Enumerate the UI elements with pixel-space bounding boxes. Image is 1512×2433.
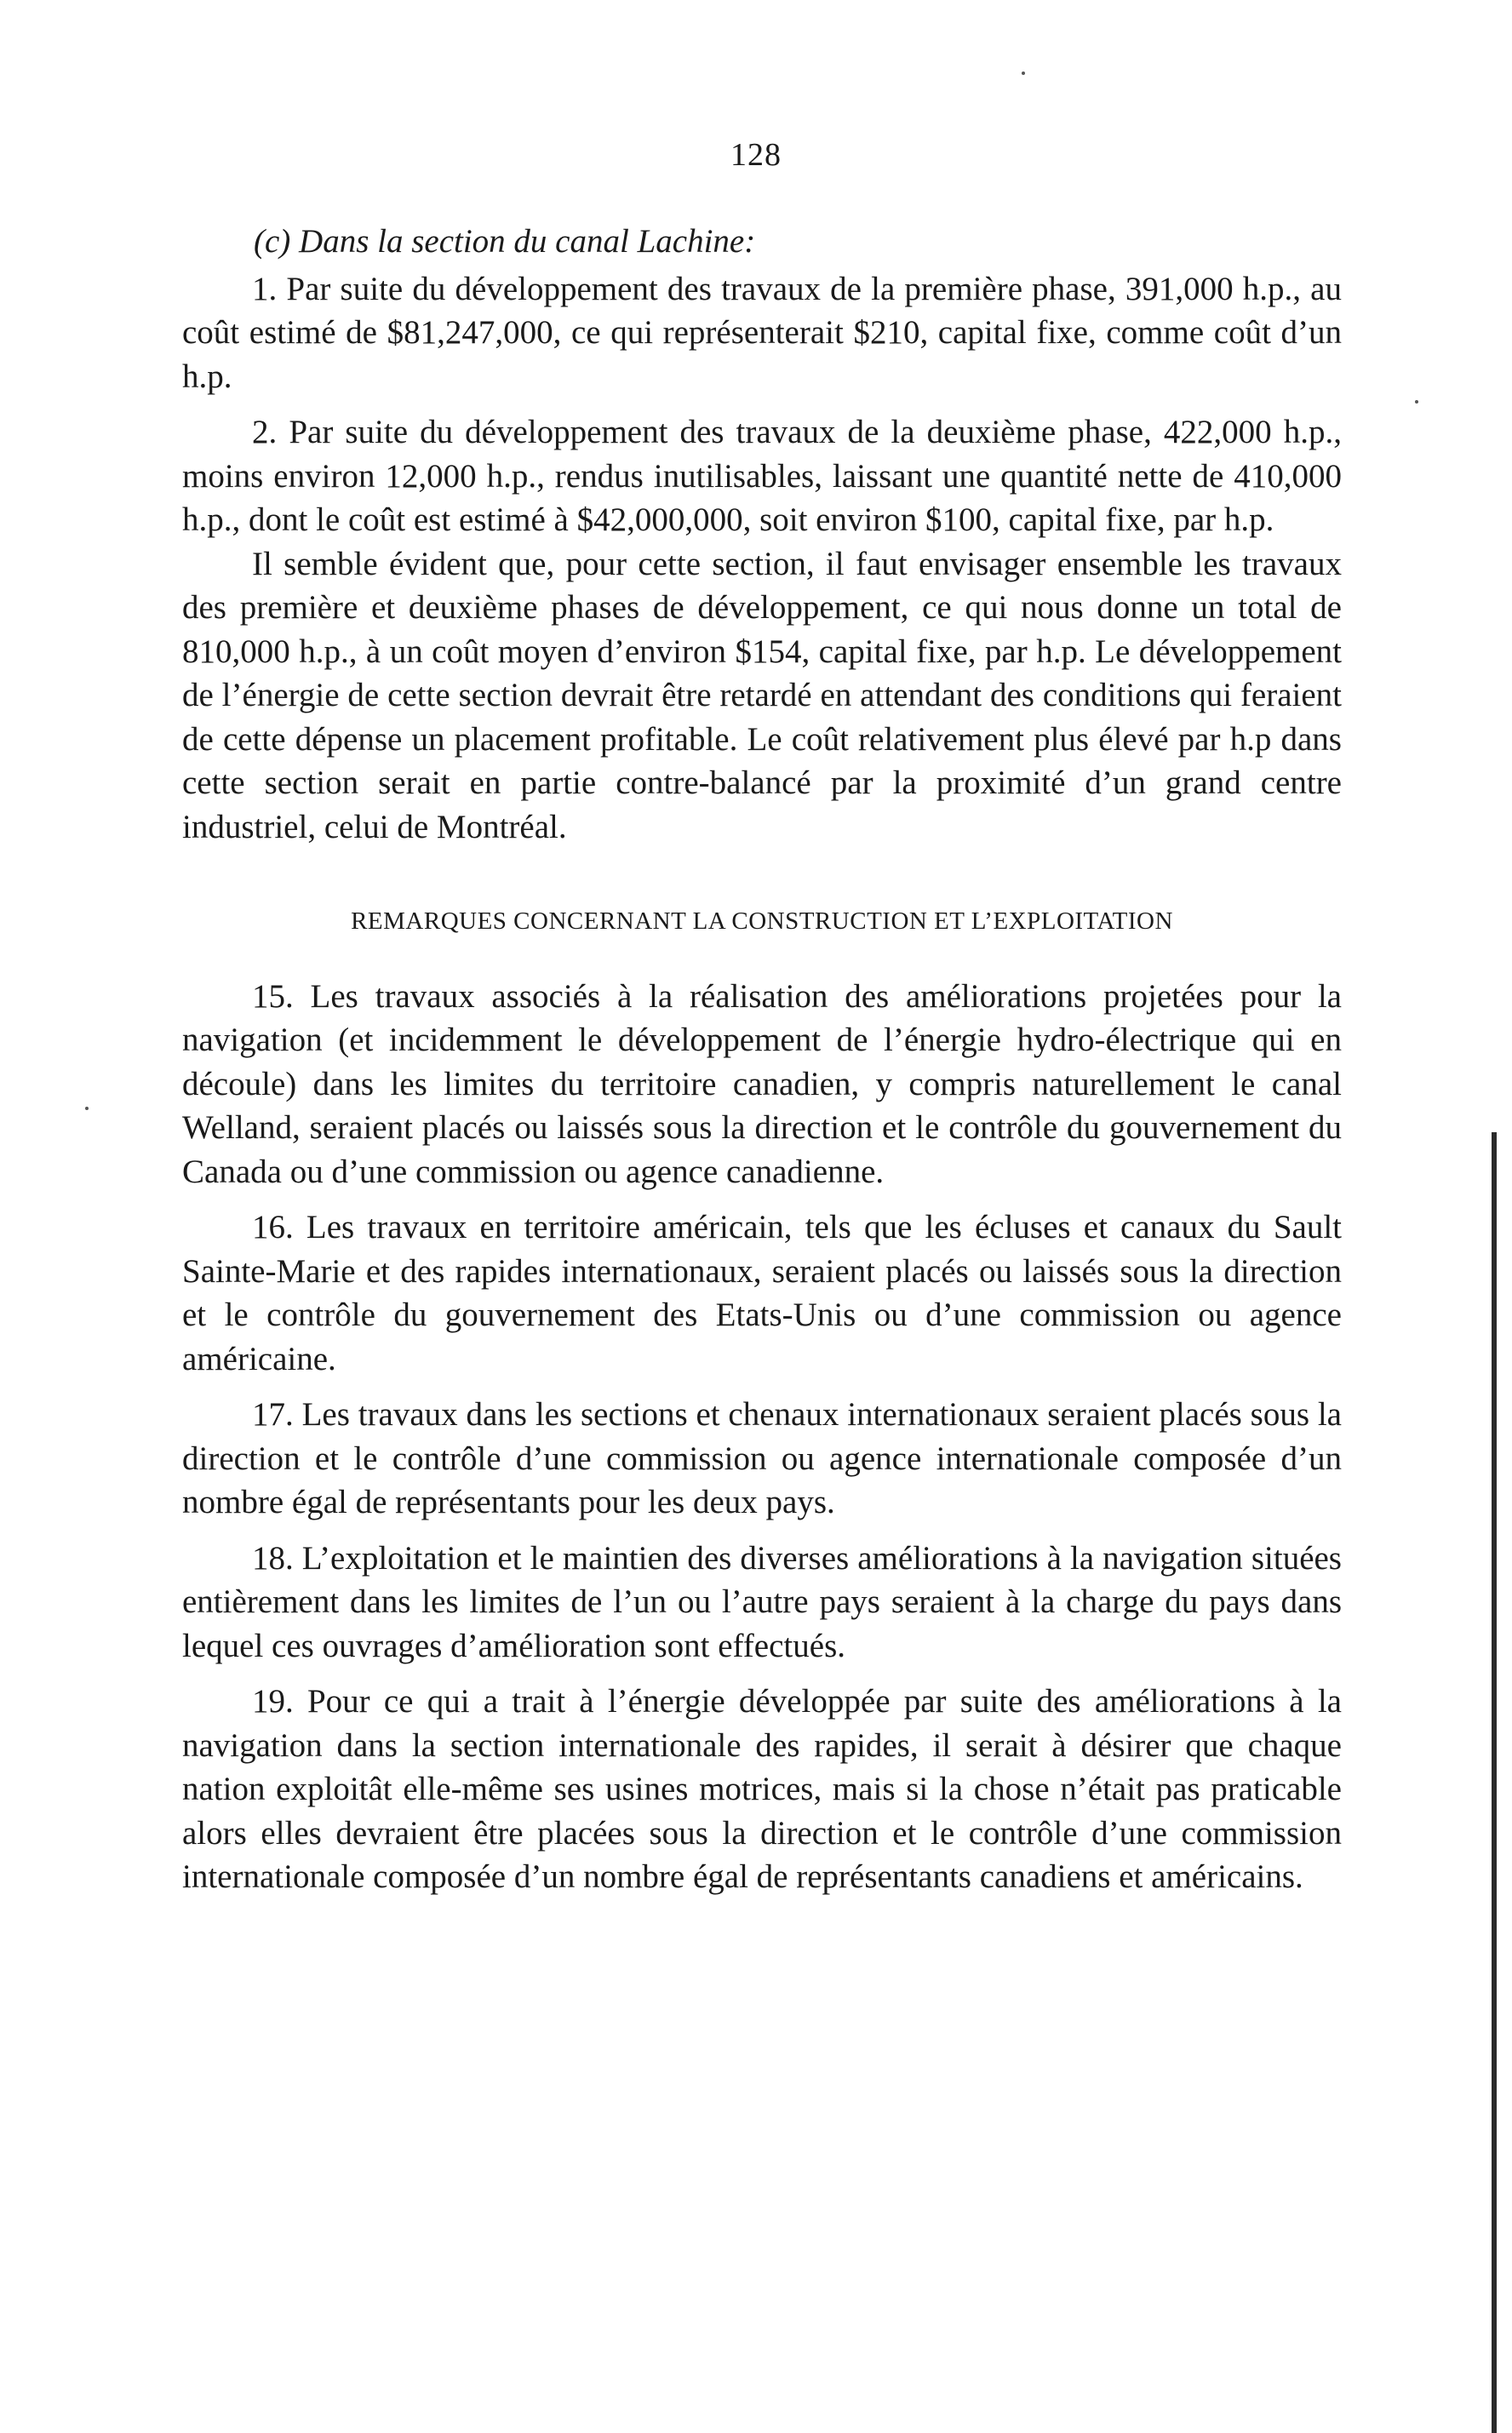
paragraph-16: 16. Les travaux en territoire américain, tels que les écluses et canaux du Sault Sainte-Marie et des rapides internationaux, seraient placés ou laissés sous la direction et le contrôle du gouvernement des Etats-Unis ou d’une commission ou agence américaine. — [182, 1209, 1342, 1377]
paragraph-18: 18. L’exploitation et le maintien des diverses améliorations à la navigation situées entièrement dans les limites de l’un ou l’autre pays seraient à la charge du pays dans lequel ces ouvrages d’amélioration sont effectués. — [182, 1539, 1342, 1664]
section-heading-lachine: (c) Dans la section du canal Lachine: — [254, 223, 756, 260]
paragraph-19: 19. Pour ce qui a trait à l’énergie développée par suite des améliorations à la navigation dans la section internationale des rapides, il serait à désirer que chaque nation exploitât elle-même ses usines motrices, mais si la chose n’était pas praticable alors elles devraient être placées sous la direction et le contrôle d’une commission internationale composée d’un nombre égal de représentants canadiens et américains. — [182, 1683, 1342, 1895]
scan-speck — [85, 1107, 89, 1110]
text-column — [182, 220, 1342, 1911]
scan-speck — [1415, 400, 1418, 404]
paragraph-15: 15. Les travaux associés à la réalisation des améliorations projetées pour la navigation (et incidemment le développement de l’énergie hydro-électrique qui en découle) dans les limites du territoire canadien, y compris naturellement le canal Welland, seraient placés ou laissés sous la direction et le contrôle du gouvernement du Canada ou d’une commission ou agence canadienne. — [182, 977, 1342, 1190]
paragraph-17: 17. Les travaux dans les sections et chenaux internationaux seraient placés sous la direction et le contrôle d’une commission ou agence internationale composée d’un nombre égal de représentants pour les deux pays. — [182, 1396, 1342, 1520]
scan-edge-shadow — [1492, 1132, 1497, 2433]
remarks-heading: REMARQUES CONCERNANT LA CONSTRUCTION ET L’EXPLOITATION — [351, 907, 1173, 935]
page-number: 128 — [730, 137, 782, 173]
paragraph-phase-one: 1. Par suite du développement des travaux de la première phase, 391,000 h.p., au coût estimé de $81,247,000, ce qui représenterait $210, capital fixe, comme coût d’un h.p. — [182, 270, 1342, 395]
paragraph-section-summary: Il semble évident que, pour cette section, il faut envisager ensemble les travaux des première et deuxième phases de développement, ce qui nous donne un total de 810,000 h.p., à un coût moyen d’environ $154, capital fixe, par h.p. Le développement de l’énergie de cette section devrait être retardé en attendant des conditions qui feraient de cette dépense un placement profitable. Le coût relativement plus élevé par h.p dans cette section serait en partie contre-balancé par la proximité d’un grand centre industriel, celui de Montréal. — [182, 545, 1342, 845]
scan-speck — [1022, 72, 1025, 75]
paragraph-phase-two: 2. Par suite du développement des travaux de la deuxième phase, 422,000 h.p., moins environ 12,000 h.p., rendus inutilisables, laissant une quantité nette de 410,000 h.p., dont le coût est estimé à $42,000,000, soit environ $100, capital fixe, par h.p. — [182, 414, 1342, 538]
